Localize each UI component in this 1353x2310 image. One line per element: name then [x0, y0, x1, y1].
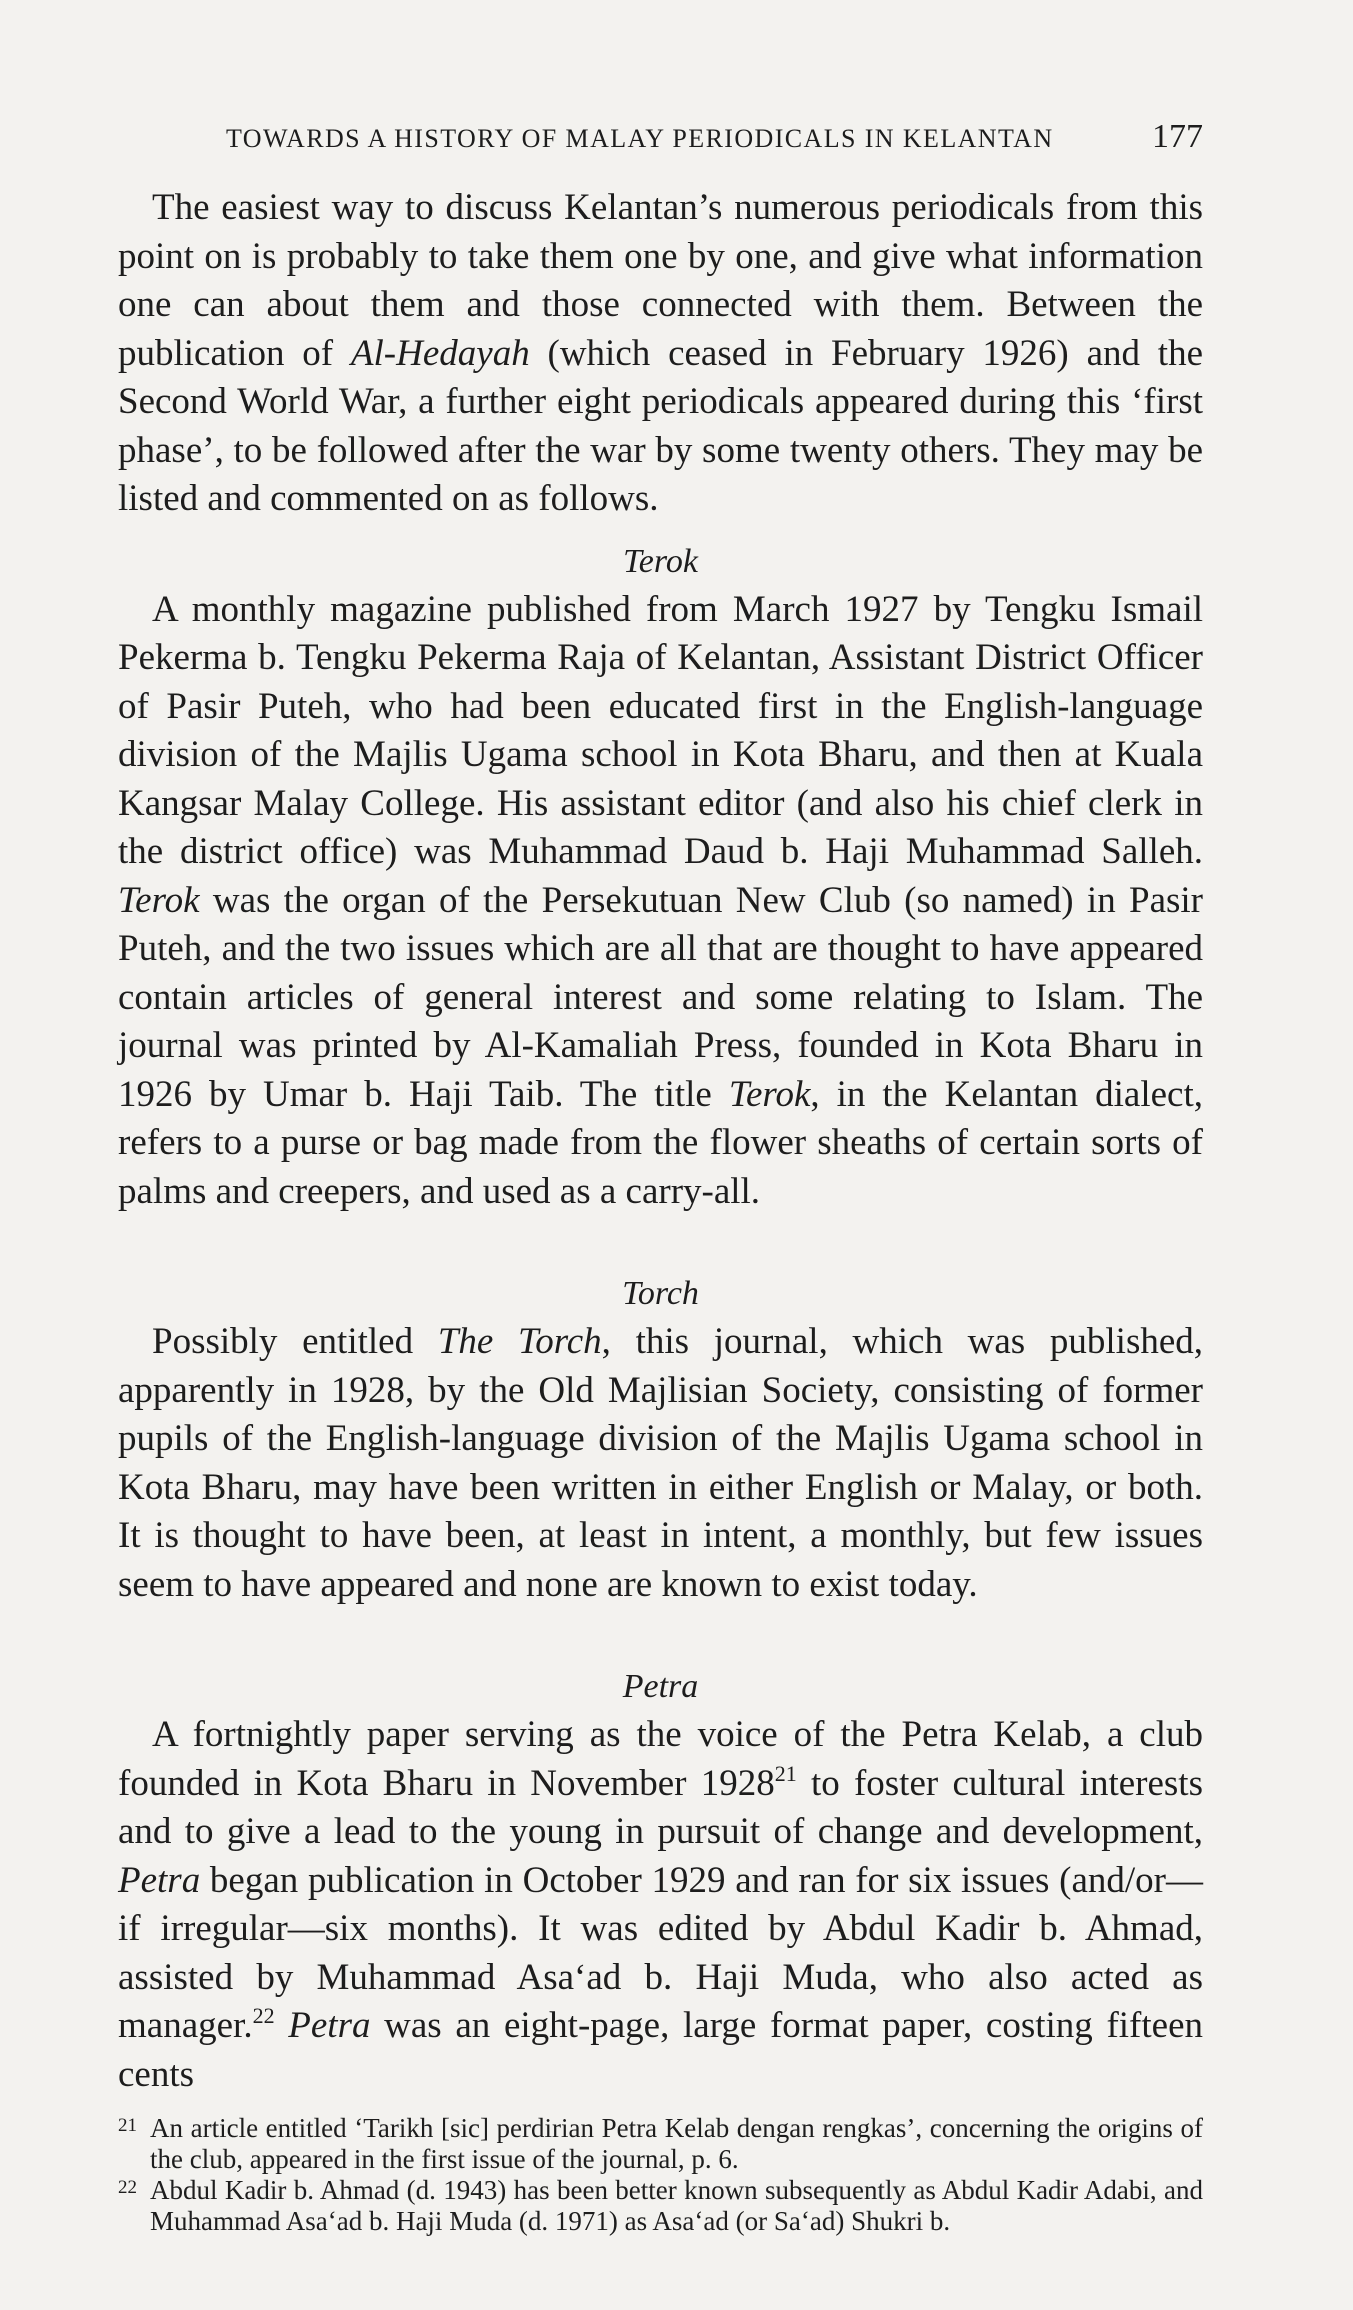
footnote-text: Abdul Kadir b. Ahmad (d. 1943) has been better known subsequently as Abdul Kadir Adabi, and Muhammad Asa‘ad b. Haji Muda (d. 1971) as Asa‘ad (or Sa‘ad) Shukri b.	[150, 2175, 1203, 2236]
petra-text-3: began publication in October 1929 and ran for six issues (and/or— if irregular—six months). It was edited by Abdul Kadir b. Ahmad, assisted by Muhammad Asa‘ad b. Haji Muda, who also acted as manager.	[118, 1859, 1203, 2046]
running-title: TOWARDS A HISTORY OF MALAY PERIODICALS IN KELANTAN	[226, 124, 1054, 153]
title-petra-1: Petra	[118, 1859, 201, 1901]
terok-text-1: A monthly magazine published from March 1927 by Tengku Ismail Pekerma b. Tengku Pekerma Raja of Kelantan, Assistant District Officer of Pasir Puteh, who had been educated first in the English-language division of the Majlis Ugama school in Kota Bharu, and then at Kuala Kangsar Malay College. His assistant editor (and also his chief clerk in the district office) was Muhammad Daud b. Haji Muhammad Salleh.	[118, 588, 1203, 872]
section-heading-petra: Petra	[622, 1668, 699, 1705]
title-the-torch: The Torch	[437, 1321, 602, 1362]
footnotes	[118, 2113, 1203, 2237]
footnote-text: An article entitled ‘Tarikh [sic] perdirian Petra Kelab dengan rengkas’, concerning the origins of the club, appeared in the first issue of the journal, p. 6.	[150, 2113, 1203, 2174]
footnote-21	[118, 2113, 1203, 2175]
torch-paragraph	[118, 1318, 1203, 1609]
footnote-number: 22	[118, 2177, 137, 2198]
title-petra-2: Petra	[288, 2005, 371, 2046]
petra-text-5: was an eight-page, large format paper, costing fifteen cents	[118, 2005, 1203, 2095]
torch-text-1: Possibly entitled	[152, 1321, 438, 1362]
footnote-ref-21: 21	[774, 1760, 797, 1786]
section-heading-torch: Torch	[622, 1275, 699, 1312]
title-terok-2: Terok	[728, 1073, 811, 1115]
title-al-hedayah: Al-Hedayah	[350, 332, 530, 374]
torch-text-2: , this journal, which was published, apparently in 1928, by the Old Majlisian Society, consisting of former pupils of the English-language division of the Majlis Ugama school in Kota Bharu, may have been written in either English or Malay, or both. It is thought to have been, at least in intent, a monthly, but few issues seem to have appeared and none are known to exist today.	[118, 1321, 1204, 1605]
petra-paragraph	[118, 1711, 1203, 2099]
running-head	[226, 118, 1203, 156]
terok-text-2: was the organ of the Persekutuan New Club (so named) in Pasir Puteh, and the two issues which are all that are thought to have appeared contain articles of general interest and some relating to Islam. The journal was printed by Al-Kamaliah Press, founded in Kota Bharu in 1926 by Umar b. Haji Taib. The title	[118, 879, 1203, 1115]
body-text	[118, 184, 1203, 2099]
petra-text-2: to foster cultural interests and to give a lead to the young in pursuit of change and development,	[118, 1762, 1203, 1852]
intro-text-1: The easiest way to discuss Kelantan’s numerous periodicals from this point on is probably to take them one by one, and give what information one can about them and those connected with them. Between the publication of	[118, 187, 1203, 374]
footnote-ref-22: 22	[252, 2003, 275, 2028]
section-heading-terok: Terok	[623, 542, 698, 580]
intro-paragraph	[118, 184, 1203, 524]
terok-paragraph	[118, 586, 1203, 1217]
terok-text-3: , in the Kelantan dialect, refers to a purse or bag made from the flower sheaths of certain sorts of palms and creepers, and used as a carry-all.	[118, 1073, 1203, 1212]
petra-text-1: A fortnightly paper serving as the voice of the Petra Kelab, a club founded in Kota Bharu in November 1928	[118, 1714, 1203, 1804]
footnote-number: 21	[118, 2115, 137, 2136]
title-terok-1: Terok	[118, 879, 200, 921]
intro-text-2: (which ceased in February 1926) and the Second World War, a further eight periodicals appeared during this ‘first phase’, to be followed after the war by some twenty others. They may be listed and commented on as follows.	[118, 332, 1204, 519]
page-number: 177	[1152, 118, 1203, 155]
petra-text-4	[275, 2005, 289, 2046]
footnote-22	[118, 2175, 1203, 2237]
